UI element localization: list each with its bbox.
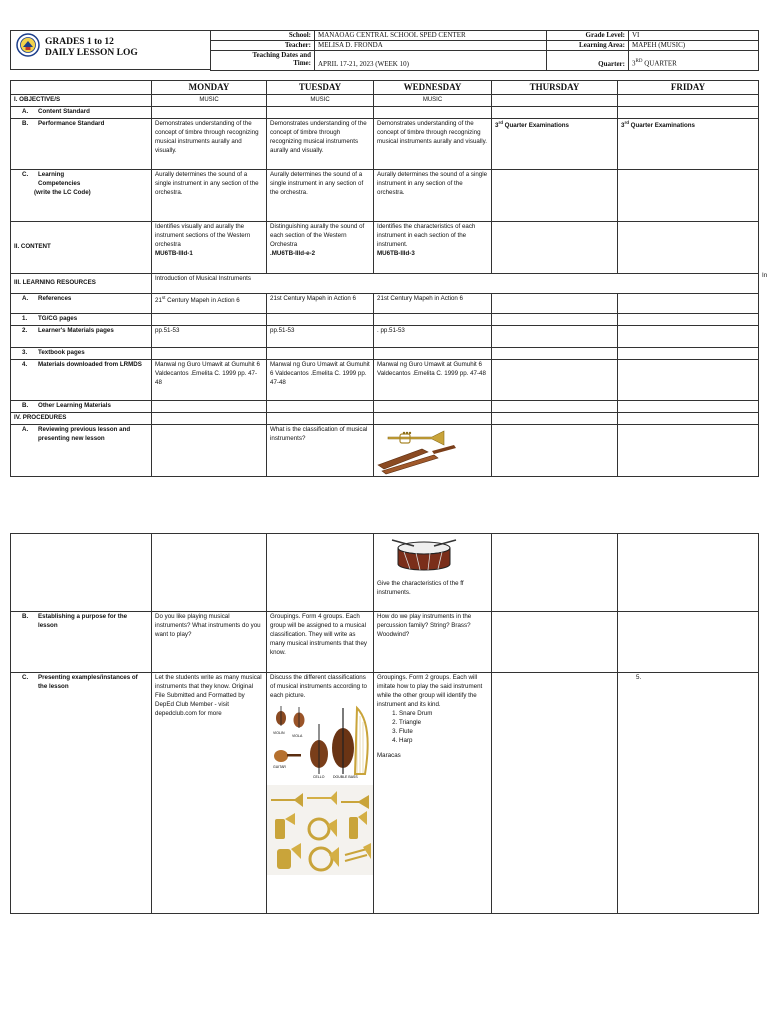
drum-cell bbox=[374, 534, 492, 612]
instrument-list bbox=[377, 710, 488, 746]
objectives-heading: I. OBJECTIVE/S bbox=[11, 95, 152, 107]
list-item: 2. Triangle bbox=[399, 719, 488, 728]
drum-instruction: Give the characteristics of the ff instruments. bbox=[377, 580, 464, 596]
title-box bbox=[10, 30, 210, 70]
school-label: School: bbox=[211, 31, 315, 41]
reviewing-text: Reviewing previous lesson and presenting new lesson bbox=[38, 425, 131, 442]
empty-cell bbox=[618, 107, 759, 119]
violin-caption: VIOLIN bbox=[273, 730, 285, 735]
empty-cell bbox=[374, 107, 492, 119]
corner-cell bbox=[11, 81, 152, 95]
presenting-wednesday-text: Groupings. Form 2 groups. Each will imitate how to play the said instrument while the other group will identify the instrument and its kind. bbox=[377, 674, 483, 708]
textbook-num: 3. bbox=[22, 349, 28, 356]
harp-icon bbox=[355, 708, 368, 774]
log-title-line1: GRADES 1 to 12 bbox=[45, 37, 114, 47]
empty-cell bbox=[492, 294, 618, 314]
grade-label: Grade Level: bbox=[547, 31, 629, 41]
exam-text-thu: Quarter Examinations bbox=[502, 122, 569, 130]
purpose-num: B. bbox=[22, 613, 29, 620]
competencies-text bbox=[34, 171, 148, 198]
day-tuesday: TUESDAY bbox=[267, 81, 374, 95]
area-value: MAPEH (MUSIC) bbox=[629, 41, 759, 51]
school-value: MANAOAG CENTRAL SCHOOL SPED CENTER bbox=[315, 31, 547, 41]
purpose-wednesday: How do we play instruments in the percussion family? String? Brass? Woodwind? bbox=[374, 612, 492, 673]
content-heading: II. CONTENT bbox=[11, 222, 152, 274]
trumpet-and-bassoon-image bbox=[374, 425, 460, 475]
competencies-num: C. bbox=[22, 171, 29, 179]
ref-text: Century Mapeh in Action 6 bbox=[165, 297, 240, 305]
presenting-wednesday bbox=[374, 673, 492, 914]
violin-icon bbox=[276, 706, 286, 726]
quarter-value bbox=[629, 51, 759, 71]
empty-cell bbox=[374, 314, 492, 326]
string-instruments-image bbox=[267, 704, 373, 780]
content-tuesday-code: .MU6TB-IIId-e-2 bbox=[270, 249, 316, 257]
empty-cell bbox=[618, 294, 759, 314]
exam-sup-thu: rd bbox=[498, 120, 503, 126]
dates-value: APRIL 17-21, 2023 (WEEK 10) bbox=[315, 51, 547, 71]
empty-cell bbox=[492, 95, 618, 107]
content-monday-text: Identifies visually and aurally the instrument sections of the Western orchestra bbox=[155, 223, 251, 248]
empty-cell bbox=[152, 107, 267, 119]
lm-text: Learner's Materials pages bbox=[38, 327, 114, 334]
empty-cell bbox=[492, 326, 618, 348]
subject-tuesday: MUSIC bbox=[267, 95, 374, 107]
performance-standard-label bbox=[11, 119, 152, 170]
lesson-table-page1 bbox=[10, 80, 759, 477]
list-item: 3. Flute bbox=[399, 728, 488, 737]
empty-cell bbox=[618, 326, 759, 348]
lrmds-text: Materials downloaded from LRMDS bbox=[38, 360, 142, 368]
exam-num-thu: 3 bbox=[495, 122, 499, 130]
lm-tuesday: pp.51-53 bbox=[267, 326, 374, 348]
day-monday: MONDAY bbox=[152, 81, 267, 95]
empty-cell bbox=[267, 348, 374, 360]
log-title-line2: DAILY LESSON LOG bbox=[45, 48, 138, 59]
empty-cell bbox=[492, 424, 618, 476]
drum-image bbox=[374, 534, 472, 578]
cello-caption: CELLO bbox=[313, 774, 325, 779]
empty-cell bbox=[618, 170, 759, 222]
subject-monday: MUSIC bbox=[152, 95, 267, 107]
resources-merged bbox=[152, 274, 759, 294]
ref-sup: st bbox=[161, 295, 166, 301]
references-num: A. bbox=[22, 295, 29, 303]
textbook-label bbox=[11, 348, 152, 360]
competencies-tuesday: Aurally determines the sound of a single instrument in any section of the orchestra. bbox=[267, 170, 374, 222]
quarter-label: Quarter: bbox=[547, 51, 629, 71]
guitar-caption: GUITAR bbox=[273, 764, 286, 769]
empty-cell bbox=[492, 222, 618, 274]
viola-icon bbox=[294, 707, 305, 728]
empty-cell bbox=[492, 359, 618, 400]
empty-cell bbox=[152, 348, 267, 360]
performance-thursday bbox=[492, 119, 618, 170]
presenting-monday: Let the students write as many musical instruments that they know. Original File Submitted and Formatted by DepEd Club Member - visit depedclub.com for more bbox=[152, 673, 267, 914]
reviewing-num: A. bbox=[22, 425, 29, 433]
empty-cell bbox=[618, 95, 759, 107]
empty-cell bbox=[492, 348, 618, 360]
brass-instruments-image bbox=[267, 785, 373, 875]
empty-cell bbox=[618, 400, 759, 412]
resources-monday: Introduction of Musical Instruments bbox=[155, 275, 251, 283]
presenting-text: Presenting examples/instances of the lesson bbox=[38, 674, 138, 690]
content-tuesday bbox=[267, 222, 374, 274]
content-standard-num: A. bbox=[22, 108, 29, 116]
lrmds-label bbox=[11, 359, 152, 400]
empty-cell bbox=[618, 424, 759, 476]
viola-caption: VIOLA bbox=[292, 733, 303, 738]
performance-standard-num: B. bbox=[22, 120, 29, 128]
ref-num: 21 bbox=[155, 297, 162, 305]
empty-cell bbox=[618, 534, 759, 612]
content-standard-text: Content Standard bbox=[38, 108, 90, 116]
empty-cell bbox=[374, 348, 492, 360]
subject-wednesday: MUSIC bbox=[374, 95, 492, 107]
lm-label bbox=[11, 326, 152, 348]
content-tuesday-text: Distinguishing aurally the sound of each section of the Western Orchestra bbox=[270, 223, 365, 248]
empty-cell bbox=[374, 412, 492, 424]
lm-num: 2. bbox=[22, 327, 28, 334]
tg-num: 1. bbox=[22, 315, 28, 323]
empty-cell bbox=[492, 170, 618, 222]
procedures-heading: IV. PROCEDURES bbox=[11, 412, 152, 424]
cello-icon bbox=[310, 724, 328, 774]
quarter-sup: RD bbox=[635, 59, 643, 65]
empty-cell bbox=[492, 314, 618, 326]
double-bass-icon bbox=[332, 708, 354, 774]
tg-text: TG/CG pages bbox=[38, 315, 78, 323]
guitar-icon bbox=[274, 750, 301, 762]
other-num: B. bbox=[22, 401, 29, 409]
dates-label bbox=[211, 51, 315, 71]
empty-cell bbox=[267, 314, 374, 326]
references-monday bbox=[152, 294, 267, 314]
overflow-text: In bbox=[762, 272, 768, 279]
teacher-label: Teacher: bbox=[211, 41, 315, 51]
competencies-wednesday: Aurally determines the sound of a single instrument in any section of the orchestra. bbox=[374, 170, 492, 222]
empty-cell bbox=[618, 359, 759, 400]
empty-cell bbox=[267, 400, 374, 412]
dates-label-line2: Time: bbox=[293, 59, 311, 68]
empty-cell bbox=[152, 412, 267, 424]
other-label bbox=[11, 400, 152, 412]
content-wednesday-text: Identifies the characteristics of each instrument in each section of the instrument. bbox=[377, 223, 476, 248]
references-label bbox=[11, 294, 152, 314]
performance-monday: Demonstrates understanding of the concept of timbre through recognizing musical instruments aurally and visually. bbox=[152, 119, 267, 170]
day-friday: FRIDAY bbox=[618, 81, 759, 95]
empty-cell bbox=[374, 400, 492, 412]
grade-value: VI bbox=[629, 31, 759, 41]
empty-cell bbox=[492, 612, 618, 673]
presenting-friday: 5. bbox=[618, 673, 759, 914]
lrmds-wednesday: Manwal ng Guro Umawit at Gumuhit 6 Valdecantos .Emelita C. 1999 pp. 47-48 bbox=[374, 359, 492, 400]
resources-heading: III. LEARNING RESOURCES bbox=[11, 274, 152, 294]
competencies-label bbox=[11, 170, 152, 222]
references-text: References bbox=[38, 295, 72, 303]
area-label: Learning Area: bbox=[547, 41, 629, 51]
other-text: Other Learning Materials bbox=[38, 401, 111, 409]
presenting-label bbox=[11, 673, 152, 914]
dates-label-line1: Teaching Dates and bbox=[252, 51, 311, 59]
empty-cell bbox=[492, 412, 618, 424]
lm-monday: pp.51-53 bbox=[152, 326, 267, 348]
content-wednesday-code: MU6TB-IIId-3 bbox=[377, 249, 415, 257]
empty-cell bbox=[267, 412, 374, 424]
competencies-line3: (write the LC Code) bbox=[34, 188, 91, 196]
performance-tuesday: Demonstrates understanding of the concept of timbre through recognizing musical instruments aurally and visually. bbox=[267, 119, 374, 170]
empty-cell bbox=[618, 612, 759, 673]
empty-cell bbox=[267, 107, 374, 119]
empty-cell bbox=[492, 534, 618, 612]
exam-sup-fri: rd bbox=[624, 120, 629, 126]
performance-wednesday: Demonstrates understanding of the concept of timbre through recognizing musical instruments aurally and visually. bbox=[374, 119, 492, 170]
content-monday-code: MU6TB-IIId-1 bbox=[155, 249, 193, 257]
lesson-table-page2 bbox=[10, 533, 759, 914]
list-item: 4. Harp bbox=[399, 737, 488, 746]
presenting-num: C. bbox=[22, 674, 29, 681]
list-item: 1. Snare Drum bbox=[399, 710, 488, 719]
empty-cell bbox=[618, 348, 759, 360]
references-tuesday: 21st Century Mapeh in Action 6 bbox=[267, 294, 374, 314]
empty-cell bbox=[267, 534, 374, 612]
tg-label bbox=[11, 314, 152, 326]
lrmds-tuesday: Manwal ng Guro Umawit at Gumuhit 6 Valdecantos .Emelita C. 1999 pp. 47-48 bbox=[267, 359, 374, 400]
lrmds-num: 4. bbox=[22, 360, 28, 368]
quarter-word: QUARTER bbox=[642, 59, 677, 68]
double-bass-caption: DOUBLE BASS bbox=[333, 774, 358, 779]
references-wednesday: 21st Century Mapeh in Action 6 bbox=[374, 294, 492, 314]
presenting-tuesday bbox=[267, 673, 374, 914]
day-wednesday: WEDNESDAY bbox=[374, 81, 492, 95]
empty-cell bbox=[492, 400, 618, 412]
empty-cell bbox=[618, 412, 759, 424]
day-thursday: THURSDAY bbox=[492, 81, 618, 95]
purpose-monday: Do you like playing musical instruments? What instruments do you want to play? bbox=[152, 612, 267, 673]
empty-cell bbox=[492, 107, 618, 119]
performance-friday bbox=[618, 119, 759, 170]
performance-standard-text: Performance Standard bbox=[38, 120, 105, 128]
reviewing-label bbox=[11, 424, 152, 476]
presenting-tuesday-text: Discuss the different classifications of musical instruments according to each picture. bbox=[270, 674, 367, 699]
purpose-text: Establishing a purpose for the lesson bbox=[38, 613, 128, 629]
content-wednesday bbox=[374, 222, 492, 274]
empty-cell bbox=[152, 314, 267, 326]
purpose-tuesday: Groupings. Form 4 groups. Each group will be assigned to a musical classification. They will write as many musical instruments that they know. bbox=[267, 612, 374, 673]
textbook-text: Textbook pages bbox=[38, 349, 85, 356]
competencies-monday: Aurally determines the sound of a single instrument in any section of the orchestra. bbox=[152, 170, 267, 222]
reviewing-tuesday: What is the classification of musical instruments? bbox=[267, 424, 374, 476]
snare-drum-icon bbox=[392, 540, 456, 570]
empty-cell bbox=[618, 314, 759, 326]
lrmds-monday: Manwal ng Guro Umawit at Gumuhit 6 Valdecantos .Emelita C. 1999 pp. 47-48 bbox=[152, 359, 267, 400]
content-monday bbox=[152, 222, 267, 274]
empty-cell bbox=[618, 222, 759, 274]
header-info-table bbox=[210, 30, 759, 71]
content-standard-label bbox=[11, 107, 152, 119]
maracas-text: Maracas bbox=[377, 751, 401, 759]
lm-wednesday: . pp.51-53 bbox=[374, 326, 492, 348]
empty-cell bbox=[152, 400, 267, 412]
teacher-value: MELISA D. FRONDA bbox=[315, 41, 547, 51]
exam-num-fri: 3 bbox=[621, 122, 625, 130]
empty-cell bbox=[11, 534, 152, 612]
competencies-line1: Learning bbox=[38, 171, 65, 179]
reviewing-wednesday bbox=[374, 424, 492, 476]
empty-cell bbox=[152, 534, 267, 612]
competencies-line2: Competencies bbox=[38, 180, 81, 187]
quarter-num: 3 bbox=[632, 59, 636, 68]
empty-cell bbox=[152, 424, 267, 476]
empty-cell bbox=[492, 673, 618, 914]
exam-text-fri: Quarter Examinations bbox=[628, 122, 695, 130]
purpose-label bbox=[11, 612, 152, 673]
